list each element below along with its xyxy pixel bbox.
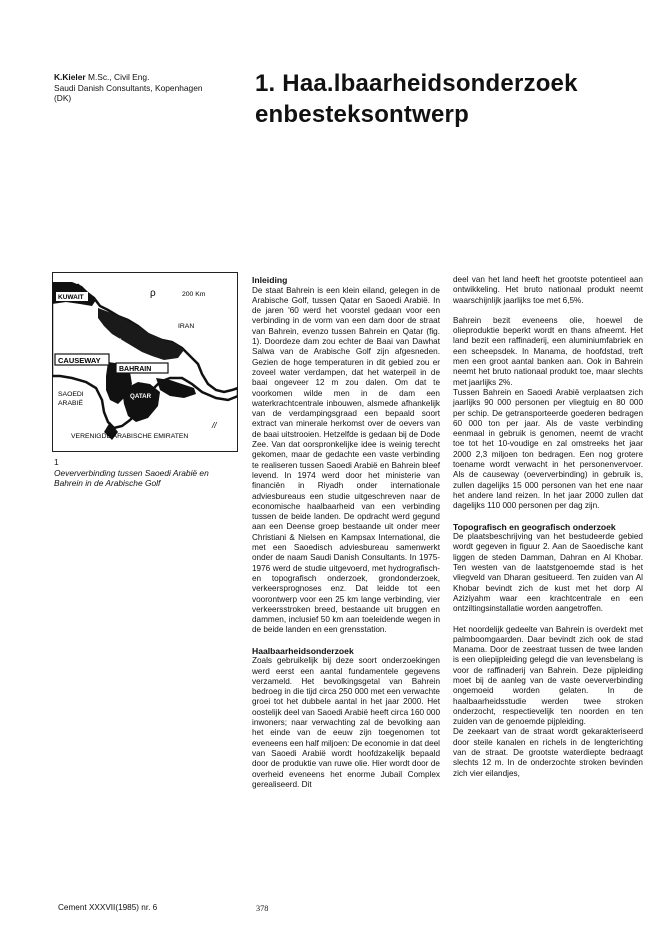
paragraph: Zoals gebruikelijk bij deze soort onderzoekingen werd eerst een aantal fundamentele gegevens verzameld. Het bevolkingsgetal van Bahrein bedroeg in die tijd circa 250 000 met een verwachte groei tot het dubbele aantal in het jaar 2000. Het oostelijk deel van Saoedi Arabië heeft circa 160 000 inwoners; naar verwachting zal de bevolking aan het einde van de eeuw zijn toegenomen tot eveneens een half miljoen: De economie in dat deel van Saoedi Arabië wordt hoofdzakelijk bepaald door de produktie van ruwe olie. Hier wordt door de overheid eveneens het enorme Jubail Complex gerealiseerd. Dit xyxy=(252,656,440,789)
title-line-1: 1. Haa.lbaarheidsonderzoek xyxy=(255,70,578,97)
caption-text: Oeververbinding tussen Saoedi Arabië en Bahrein in de Arabische Golf xyxy=(54,467,209,489)
map-edge-mark: // xyxy=(212,421,217,430)
paragraph: Het noordelijk gedeelte van Bahrein is overdekt met palmboomgaarden. Daar bevindt zich ook de stad Manama. Door de zeestraat tussen de twee landen is een oliepijpleiding gelegd die van levensbelang is voor de raffinaderij van Bahrein. Deze pijpleiding moet bij de aanleg van de vaste oeververbinding ongemoeid worden gelaten. In de haalbaarheidsstudie werden twee stroken onderzocht, respectievelijk ten noorden en ten zuiden van de genoemde pijpleiding. xyxy=(453,624,643,727)
map-label-iran: IRAN xyxy=(178,323,195,330)
author-block xyxy=(54,72,239,104)
paragraph: De staat Bahrein is een klein eiland, gelegen in de Arabische Golf, tussen Qatar en Saoedi Arabië. In de jaren '60 werd het voorstel gedaan voor een verbinding in de vorm van een dam door de straat van Bahrein, evenzo tussen Bahrein en Qatar (fig. 1). Doordeze dam zou echter de Baai van Dawhat Salwa van de Arabische Golf zijn afgesneden. Gezien de hoge temperaturen in dit gebied zou er zoveel water verdampen, dat het waterpeil in de baai ongeveer 12 m zou dalen. Om dat te voorkomen wilde men in de dam een waterkrachtcentrale inbouwen, alsmede afhankelijk van de verdampingsgraad een bepaald soort extract van minerale herkomst over de oevers van de baai uitstrooien. Hetzelfde is gedaan bij de Dode Zee. Van dat oorspronkelijke idee is weinig terecht gekomen, maar de gedachte een vaste verbinding te realiseren tussen Saoedi Arabië en Bahrein bleef levend. In 1974 werd door het ministerie van financiën in Riyadh onder internationale adviesbureaus een studie uitgeschreven naar de economische haalbaarheid van een verbinding tussen de beide landen. De opdracht werd gegund aan een Deense groep bestaande uit onder meer Christiani & Nielsen en Kampsax International, die met een Saoedisch adviesbureau samenwerkt onder de naam Saudi Danish Consultants. In 1975-1976 werd de studie uitgevoerd, met hydrografisch- en topografisch onderzoek, grondonderzoek, verkeersprognoses enz. Dat leidde tot een voorontwerp voor een 25 km lange verbinding, vier verkeersstroken breed, bestaande uit bruggen en dammen, inclusief 50 km aan toeleidende wegen in de beide landen en een grensstation. xyxy=(252,285,440,635)
author-affiliation: Saudi Danish Consultants, Kopenhagen xyxy=(54,82,203,93)
map-label-gulf-2: GULF xyxy=(108,346,126,353)
text-column-2 xyxy=(453,275,643,779)
author-degree: M.Sc., Civil Eng. xyxy=(85,72,150,82)
caption-number: 1 xyxy=(54,457,59,467)
map-north-symbol: ρ xyxy=(150,288,156,299)
map-figure xyxy=(52,272,238,452)
map-label-qatar: QATAR xyxy=(130,393,152,400)
map-label-saudi-2: ARABIË xyxy=(58,400,83,407)
paragraph: Bahrein bezit eveneens olie, hoewel de olieproduktie beperkt wordt en thans afneemt. Het land bezit een raffinaderij, een aluminiumfabriek en een scheepsdek. In Manama, de hoofdstad, treft men een groot aantal banken aan. Ook in Bahrein neemt het bruto nationaal produkt toe, maar slechts met jaarlijks 2%. xyxy=(453,315,643,387)
map-scale-label: 200 Km xyxy=(182,291,206,298)
author-country: (DK) xyxy=(54,93,72,103)
author-name: K.Kieler xyxy=(54,72,86,82)
map-graphic xyxy=(52,272,238,452)
article-title xyxy=(255,68,645,130)
map-label-kuwait: KUWAIT xyxy=(58,294,84,301)
heading-inleiding: Inleiding xyxy=(252,275,288,285)
paragraph: Tussen Bahrein en Saoedi Arabië verplaatsen zich jaarlijks 90 000 personen per vliegtuig en 80 000 per schip. De getransporteerde goederen bedragen 60 000 ton per jaar. Als de vaste verbinding eenmaal in gebruik is genomen, neemt de vracht toe tot het 10-voudige en zal omstreeks het jaar 2000 2,3 miljoen ton bedragen. Een nog grotere toename wordt verwacht in het personenvervoer. Als de causeway (oeververbinding) in gebruik is, zullen dagelijks 15 000 personen van het ene naar het andere land reizen. In het jaar 2000 zullen dat dagelijks 110 000 personen per dag zijn. xyxy=(453,387,643,511)
author-line xyxy=(54,72,239,83)
heading-haalbaarheidsonderzoek: Haalbaarheidsonderzoek xyxy=(252,645,354,656)
heading-topografisch: Topografisch en geografisch onderzoek xyxy=(453,521,616,532)
journal-reference: Cement XXXVII(1985) nr. 6 xyxy=(58,903,158,912)
figure-caption xyxy=(54,457,239,489)
paragraph: De plaatsbeschrijving van het bestudeerde gebied wordt gegeven in figuur 2. Aan de Saoedische kant liggen de steden Damman, Dahran en Al Khobar. Ten westen van de laatstgenoemde stad is het vliegveld van Dharan gesitueerd. Ten zuiden van Al Khobar bevindt zich de kust met het dorp Al Aziziyahm waar een krachtcentrale en een ontziltingsinstallatie worden aangetroffen. xyxy=(453,532,643,614)
text-column-1 xyxy=(252,275,440,790)
map-label-saudi-1: SAOEDI xyxy=(58,391,84,398)
title-line-2: enbesteksontwerp xyxy=(255,101,469,128)
map-label-causeway: CAUSEWAY xyxy=(58,356,101,365)
map-label-bahrain: BAHRAIN xyxy=(119,366,152,373)
paragraph: De zeekaart van de straat wordt gekarakteriseerd door steile kanalen en richels in de lengterichting van de straat. De grootste waterdiepte bedraagt slechts 12 m. In de onderzochte stroken bevinden zich vier eilandjes, xyxy=(453,727,643,778)
paragraph: deel van het land heeft het grootste potentieel aan ontwikkeling. Het bruto nationaal produkt neemt waarschijnlijk jaarlijks toe met 6,5%. xyxy=(453,275,643,305)
map-label-gulf-1: THE xyxy=(108,338,121,345)
page-number: 378 xyxy=(256,904,269,913)
map-label-uae: VERENIGDE ARABISCHE EMIRATEN xyxy=(71,433,189,440)
